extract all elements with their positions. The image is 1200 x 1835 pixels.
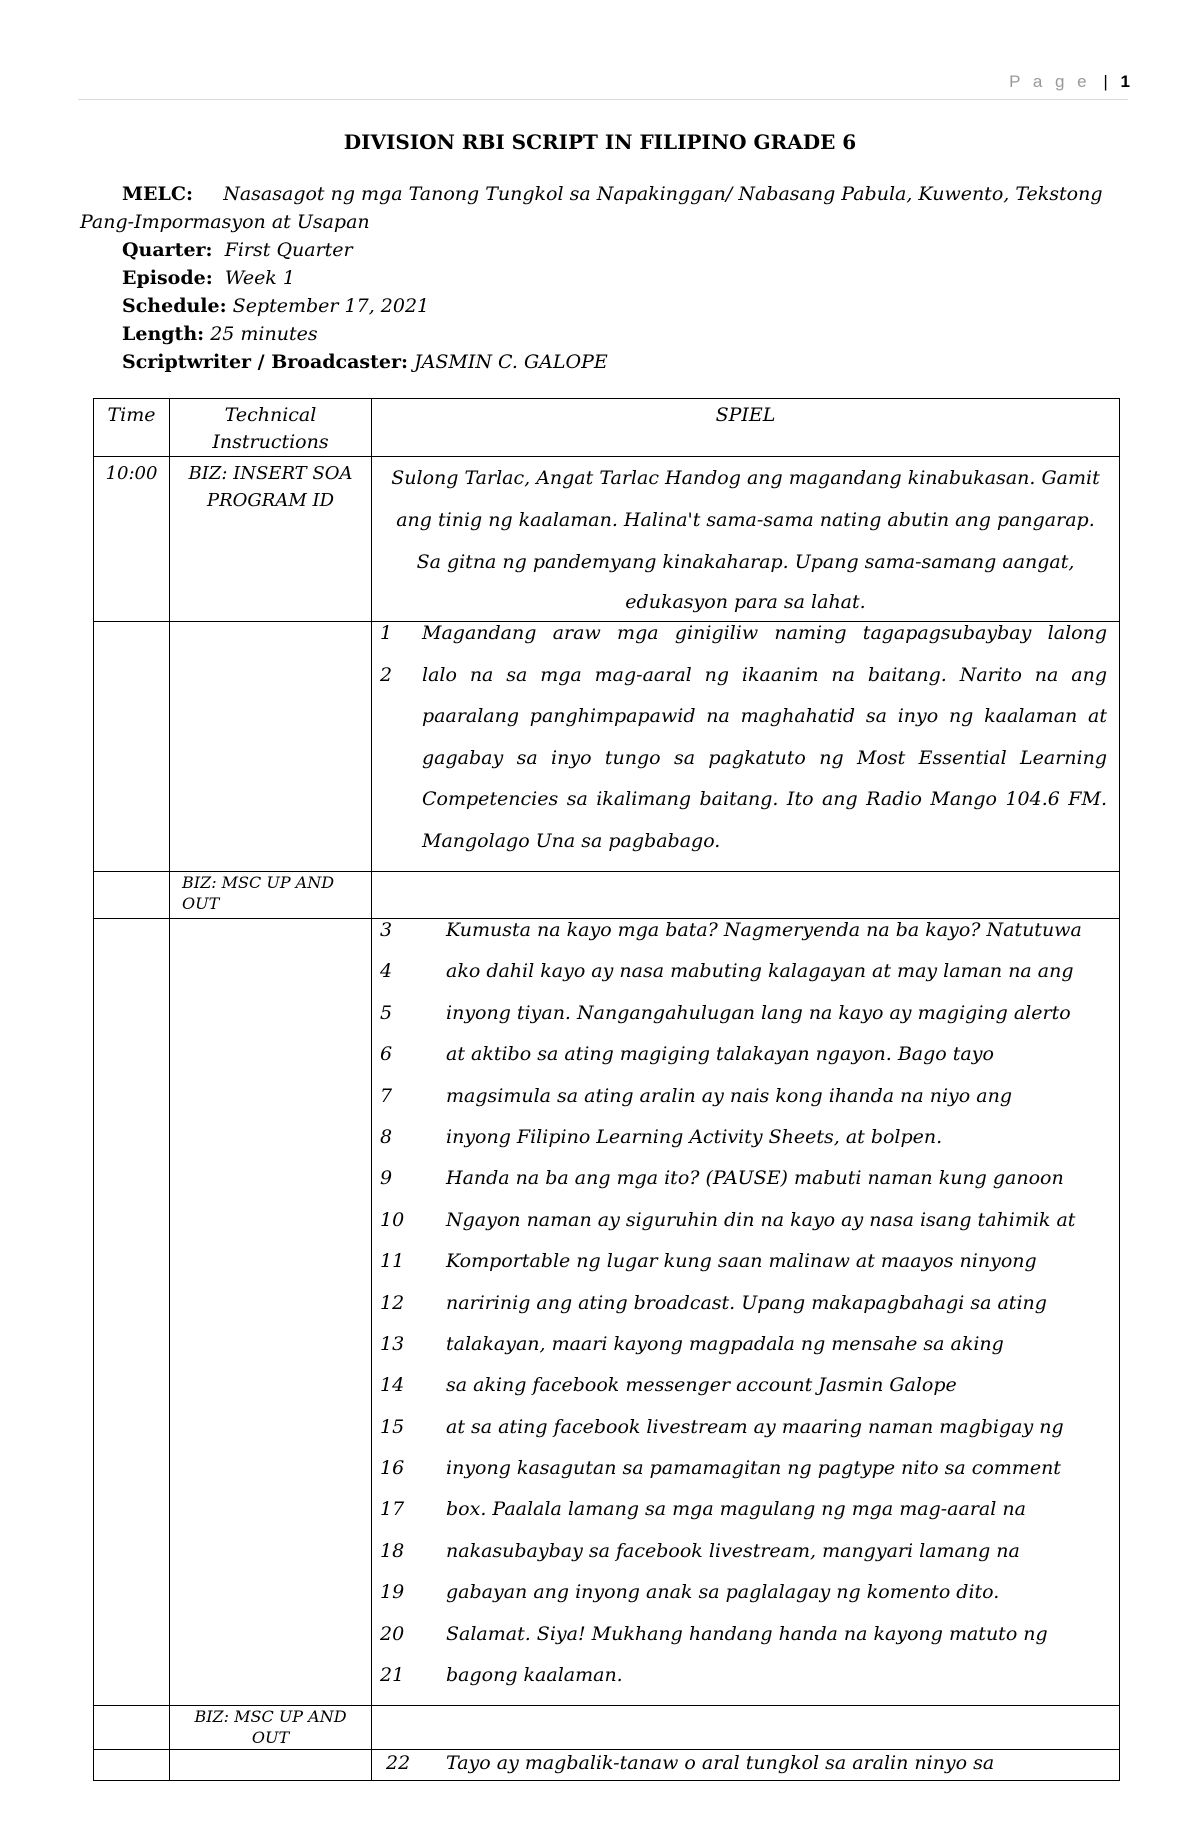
melc-continuation [80,208,1130,236]
length-row [80,320,1130,348]
row-time [94,872,170,919]
document-title: DIVISION RBI SCRIPT IN FILIPINO GRADE 6 [343,130,857,154]
script-metadata [80,180,1130,376]
biz-music-up-and-out: BIZ: MSC UP AND OUT [170,872,372,919]
schedule-row [80,292,1130,320]
spiel-line: gagabay sa inyo tungo sa pagkatuto ng Most Essential Learning [422,746,1107,769]
page-separator: | [1103,72,1108,91]
quarter-row [80,236,1130,264]
spiel-line: 15 at sa ating facebook livestream ay maaring naman magbigay ng [380,1415,1064,1438]
spiel-line: 18 nakasubaybay sa facebook livestream, mangyari lamang na [380,1539,1020,1562]
melc-value-line2: Pang-Impormasyon at Usapan [80,211,370,233]
spiel-line: 17 box. Paalala lamang sa mga magulang ng mga mag-aaral na [380,1498,1026,1521]
row-spiel [372,1706,1120,1750]
row-spiel [372,1750,1120,1781]
melc-label: MELC: [122,183,194,205]
spiel-line: 20 Salamat. Siya! Mukhang handang handa na kayong matuto ng [380,1622,1048,1645]
header-spiel: SPIEL [372,399,1120,457]
scriptwriter-label: Scriptwriter / Broadcaster: [122,351,409,373]
spiel-line: Competencies sa ikalimang baitang. Ito ang Radio Mango 104.6 FM. [422,788,1107,810]
spiel-line: 2 lalo na sa mga mag-aaral ng ikaanim na baitang. Narito na ang [380,663,1107,686]
quarter-value: First Quarter [224,239,353,261]
spiel-line: 22 Tayo ay magbalik-tanaw o aral tungkol sa aralin ninyo sa [386,1752,995,1775]
spiel-line: 16 inyong kasagutan sa pamamagitan ng pagtype nito sa comment [380,1457,1061,1480]
table-row [94,919,1120,1706]
table-row [94,1706,1120,1750]
spiel-line: 11 Komportable ng lugar kung saan malinaw at maayos ninyong [380,1250,1037,1273]
table-row [94,457,1120,622]
header-technical-instructions: Technical Instructions [170,399,372,457]
spiel-line: Mangolago Una sa pagbabago. [422,829,721,852]
page-number: 1 [1120,72,1130,91]
spiel-line: 10 Ngayon naman ay siguruhin din na kayo ay nasa isang tahimik at [380,1208,1076,1231]
melc-row [80,180,1130,208]
page-header [1009,72,1130,92]
row-technical [170,622,372,872]
spiel-line: 5 inyong tiyan. Nangangahulugan lang na kayo ay magiging alerto [380,1001,1071,1024]
page-label: P a g e [1009,72,1091,91]
script-table [93,398,1120,1781]
header-divider [78,99,1128,100]
episode-value: Week 1 [224,267,295,289]
row-time [94,1706,170,1750]
spiel-line: 12 naririnig ang ating broadcast. Upang makapagbahagi sa ating [380,1291,1047,1314]
schedule-value: September 17, 2021 [232,295,430,317]
spiel-line: 14 sa aking facebook messenger account Jasmin Galope [380,1374,957,1397]
spiel-line: 13 talakayan, maari kayong magpadala ng mensahe sa aking [380,1332,1004,1355]
table-row [94,872,1120,919]
spiel-line: 7 magsimula sa ating aralin ay nais kong ihanda na niyo ang [380,1084,1012,1107]
row-technical: BIZ: INSERT SOA PROGRAM ID [170,457,372,622]
row-spiel [372,919,1120,1706]
spiel-line: 4 ako dahil kayo ay nasa mabuting kalagayan at may laman na ang [380,960,1074,983]
episode-row [80,264,1130,292]
scriptwriter-row [80,348,1130,376]
row-spiel [372,622,1120,872]
table-row [94,622,1120,872]
row-technical [170,1750,372,1781]
spiel-line: paaralang panghimpapawid na maghahatid sa inyo ng kaalaman at [422,705,1107,727]
spiel-line: 6 at aktibo sa ating magiging talakayan ngayon. Bago tayo [380,1043,994,1066]
biz-music-up-and-out: BIZ: MSC UP AND OUT [170,1706,372,1750]
table-row [94,1750,1120,1781]
row-time [94,1750,170,1781]
quarter-label: Quarter: [122,239,213,261]
table-header-row [94,399,1120,457]
melc-value-line1: Nasasagot ng mga Tanong Tungkol sa Napakinggan/ Nabasang Pabula, Kuwento, Tekstong [223,183,1103,205]
row-time: 10:00 [94,457,170,622]
spiel-line: 3 Kumusta na kayo mga bata? Nagmeryenda na ba kayo? Natutuwa [380,919,1082,941]
row-technical [170,919,372,1706]
row-spiel [372,872,1120,919]
length-value: 25 minutes [210,323,318,345]
row-spiel: Sulong Tarlac, Angat Tarlac Handog ang magandang kinabukasan. Gamit ang tinig ng kaalaman. Halina't sama-sama nating abutin ang pangarap. Sa gitna ng pandemyang kinakaharap. Upang sama-samang aangat, edukasyon para sa lahat. [372,457,1120,622]
episode-label: Episode: [122,267,213,289]
schedule-label: Schedule: [122,295,227,317]
row-time [94,622,170,872]
spiel-line: 21 bagong kaalaman. [380,1664,623,1687]
length-label: Length: [122,323,205,345]
spiel-line: 1 Magandang araw mga ginigiliw naming tagapagsubaybay lalong [380,622,1107,644]
spiel-line: 8 inyong Filipino Learning Activity Sheets, at bolpen. [380,1125,943,1148]
spiel-line: 9 Handa na ba ang mga ito? (PAUSE) mabuti naman kung ganoon [380,1167,1064,1190]
spiel-line: 19 gabayan ang inyong anak sa paglalagay ng komento dito. [380,1581,1000,1604]
header-time: Time [94,399,170,457]
row-time [94,919,170,1706]
scriptwriter-value: JASMIN C. GALOPE [414,351,608,373]
